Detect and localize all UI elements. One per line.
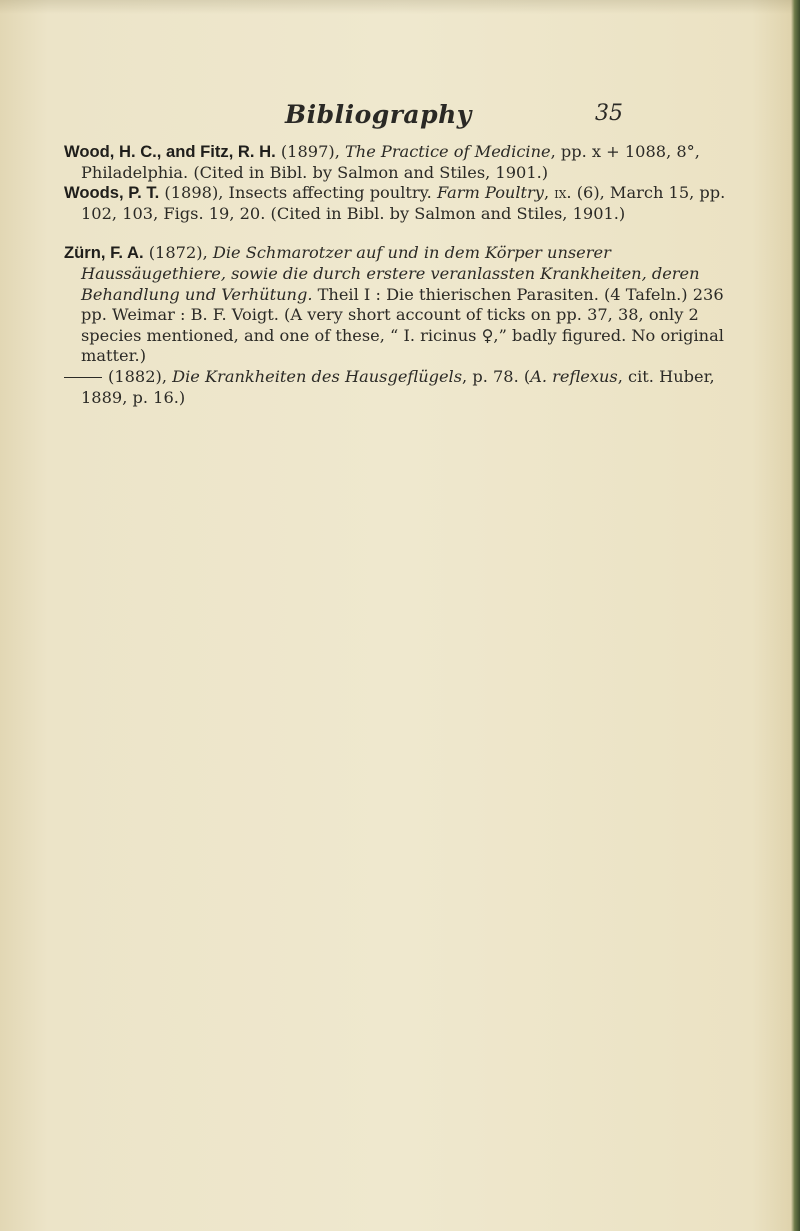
entry-mid: , p. 78. ( <box>462 366 531 386</box>
entry-author: Zürn, F. A. <box>64 243 144 263</box>
entry-author: Woods, P. T. <box>64 183 160 203</box>
bibliography-entry <box>64 367 754 408</box>
bibliography-entry <box>64 183 754 224</box>
entry-details: (6), March 15, pp. 102, 103, Figs. 19, 20. (Cited in Bibl. by Salmon and Stiles, 1901.) <box>81 183 726 223</box>
bibliography-entry <box>64 243 754 367</box>
running-title: Bibliography <box>285 100 472 129</box>
entry-species: A. reflexus <box>530 366 618 386</box>
page-header <box>0 100 800 136</box>
entry-year: (1882), <box>108 366 173 386</box>
page-top-shadow <box>0 0 800 14</box>
entry-volume: , ix. <box>543 183 572 203</box>
entry-pre: Insects affecting poultry. <box>228 183 437 203</box>
page-right-edge <box>791 0 800 1231</box>
page-number: 35 <box>595 101 623 126</box>
entry-author: Wood, H. C., and Fitz, R. H. <box>64 142 276 161</box>
entry-title: Farm Poultry <box>436 183 544 203</box>
entry-year: (1898), <box>159 183 229 203</box>
bibliography-entries <box>64 142 754 408</box>
entry-year: (1872), <box>143 243 213 263</box>
entry-title: The Practice of Medicine <box>344 142 551 161</box>
entry-details: , cit. Huber, 1889, p. 16.) <box>81 366 715 407</box>
bibliography-entry <box>64 142 754 183</box>
entry-details: Theil I : Die thierischen Parasiten. (4 Tafeln.) 236 pp. Weimar : B. F. Voigt. (A very short account of ticks on pp. 37, 38, only 2 species mentioned, and one of these, “ I. ricinus ♀,” badly figured. No original matter.) <box>81 284 724 366</box>
entry-title: Die Schmarotzer auf und in dem Körper unserer Haussäugethiere, sowie die durch erstere veranlassten Krankheiten, deren Behandlung und Verhütung. <box>81 243 700 304</box>
entry-details: , pp. x + 1088, 8°, Philadelphia. (Cited in Bibl. by Salmon and Stiles, 1901.) <box>81 142 700 182</box>
ditto-dash <box>64 377 102 378</box>
entry-title: Die Krankheiten des Hausgeflügels <box>172 366 463 386</box>
entry-year: (1897), <box>275 142 345 161</box>
